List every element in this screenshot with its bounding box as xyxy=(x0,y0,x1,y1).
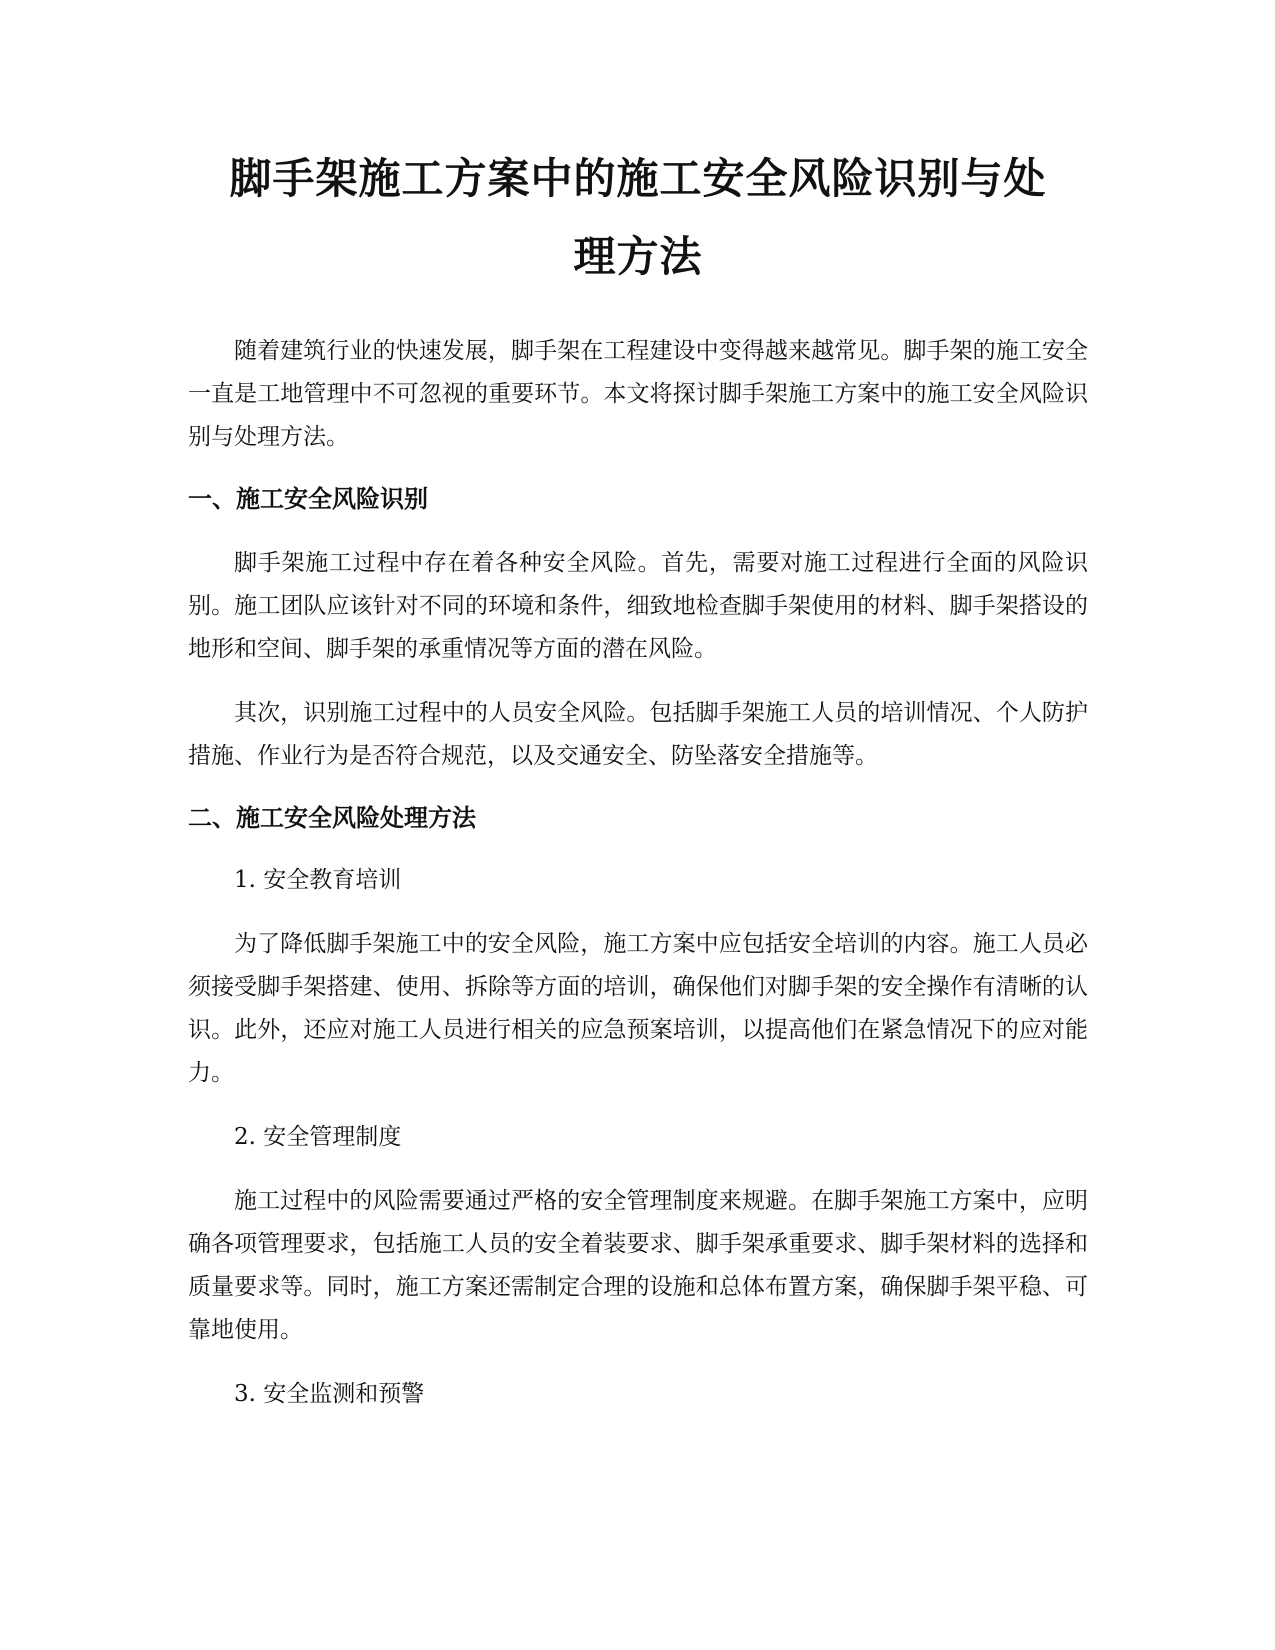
document-title xyxy=(188,140,1088,296)
intro-paragraph: 随着建筑行业的快速发展，脚手架在工程建设中变得越来越常见。脚手架的施工安全一直是工地管理中不可忽视的重要环节。本文将探讨脚手架施工方案中的施工安全风险识别与处理方法。 xyxy=(188,338,1088,450)
title-line-1: 脚手架施工方案中的施工安全风险识别与处 xyxy=(229,154,1047,203)
section-2-heading: 二、施工安全风险处理方法 xyxy=(188,804,476,832)
section-1-heading: 一、施工安全风险识别 xyxy=(188,485,428,513)
subsection-heading-monitoring: 3. 安全监测和预警 xyxy=(234,1381,425,1407)
section-1-paragraph-1: 脚手架施工过程中存在着各种安全风险。首先，需要对施工过程进行全面的风险识别。施工团队应该针对不同的环境和条件，细致地检查脚手架使用的材料、脚手架搭设的地形和空间、脚手架的承重情况等方面的潜在风险。 xyxy=(188,550,1088,662)
title-line-2: 理方法 xyxy=(573,232,703,281)
document-body xyxy=(188,140,1088,1416)
section-2-paragraph-2: 施工过程中的风险需要通过严格的安全管理制度来规避。在脚手架施工方案中，应明确各项管理要求，包括施工人员的安全着装要求、脚手架承重要求、脚手架材料的选择和质量要求等。同时，施工方案还需制定合理的设施和总体布置方案，确保脚手架平稳、可靠地使用。 xyxy=(188,1188,1088,1343)
subsection-heading-training: 1. 安全教育培训 xyxy=(234,867,402,893)
subsection-heading-management: 2. 安全管理制度 xyxy=(234,1124,402,1150)
section-1-paragraph-2: 其次，识别施工过程中的人员安全风险。包括脚手架施工人员的培训情况、个人防护措施、作业行为是否符合规范，以及交通安全、防坠落安全措施等。 xyxy=(188,700,1088,769)
section-2-paragraph-1: 为了降低脚手架施工中的安全风险，施工方案中应包括安全培训的内容。施工人员必须接受脚手架搭建、使用、拆除等方面的培训，确保他们对脚手架的安全操作有清晰的认识。此外，还应对施工人员进行相关的应急预案培训，以提高他们在紧急情况下的应对能力。 xyxy=(188,931,1088,1086)
